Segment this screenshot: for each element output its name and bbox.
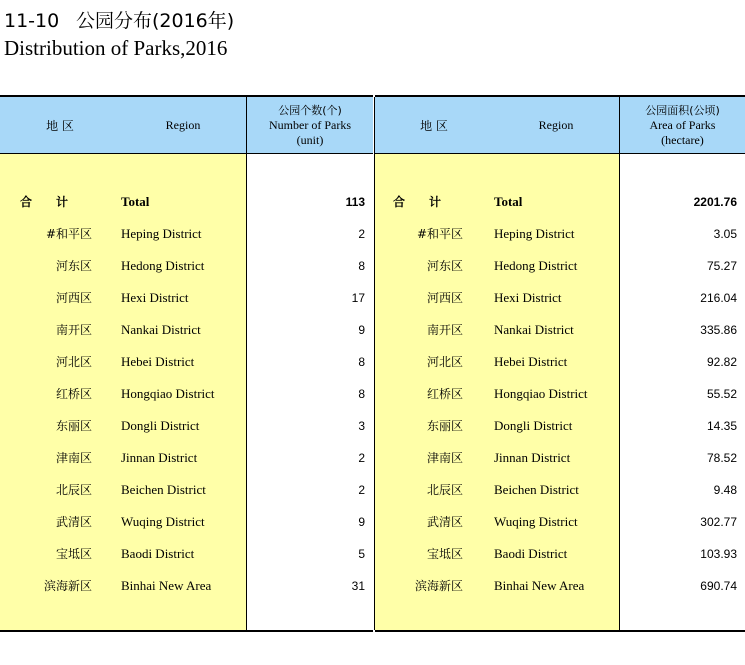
parks-area-value: 216.04 <box>700 291 737 305</box>
parks-area-value: 75.27 <box>706 259 737 273</box>
table-row <box>0 506 373 538</box>
region-name-en: Nankai District <box>121 322 201 337</box>
region-name-cn: 南开区 <box>426 323 463 337</box>
table-row <box>375 442 745 474</box>
table-row <box>375 378 745 410</box>
region-name-en: Jinnan District <box>494 450 571 465</box>
table-row <box>375 346 745 378</box>
table-row <box>375 506 745 538</box>
table-row <box>0 218 373 250</box>
total-row <box>375 186 745 218</box>
region-name-cn: 河东区 <box>426 259 463 273</box>
parks-area-value: 78.52 <box>706 451 737 465</box>
region-name-en: Baodi District <box>121 546 195 561</box>
parks-area-value: 9.48 <box>713 483 737 497</box>
table-row <box>0 570 373 602</box>
header-region-en: Region <box>538 117 574 132</box>
parks-area-value: 92.82 <box>706 355 737 369</box>
table-row <box>0 250 373 282</box>
region-name-cn: 滨海新区 <box>43 579 92 593</box>
header-value-unit: (hectare) <box>661 132 704 147</box>
table-row <box>0 442 373 474</box>
region-name-en: Wuqing District <box>494 514 578 529</box>
table-row <box>0 314 373 346</box>
region-name-en: Beichen District <box>121 482 206 497</box>
region-name-cn: 津南区 <box>55 451 92 465</box>
parks-count-value: 8 <box>358 387 365 401</box>
table-row <box>375 538 745 570</box>
table-row <box>375 474 745 506</box>
region-name-cn: 合 计 <box>20 195 69 209</box>
region-name-en: Binhai New Area <box>121 578 212 593</box>
parks-count-value: 8 <box>358 259 365 273</box>
header-parks-count <box>247 97 373 153</box>
parks-area-value: 103.93 <box>700 547 737 561</box>
parks-count-value: 9 <box>358 323 365 337</box>
region-name-cn: 红桥区 <box>426 387 463 401</box>
parks-count-value: 113 <box>345 195 365 209</box>
parks-count-value: 5 <box>358 547 365 561</box>
region-name-en: Jinnan District <box>121 450 198 465</box>
parks-count-value: 31 <box>351 579 365 593</box>
region-name-cn: 河北区 <box>55 355 92 369</box>
region-name-cn: #和平区 <box>416 227 463 241</box>
table-row <box>375 410 745 442</box>
region-name-en: Hongqiao District <box>494 386 588 401</box>
header-region-cn: 地 区 <box>420 118 448 133</box>
parks-area-table <box>375 95 745 632</box>
region-name-en: Hexi District <box>121 290 189 305</box>
table-body <box>375 154 745 630</box>
region-name-cn: 北辰区 <box>55 483 92 497</box>
region-name-cn: 东丽区 <box>426 419 463 433</box>
table-row <box>0 282 373 314</box>
region-name-en: Wuqing District <box>121 514 205 529</box>
header-value-cn: 公园个数(个) <box>278 103 342 117</box>
page-title-english: Distribution of Parks,2016 <box>4 36 228 60</box>
region-name-cn: 北辰区 <box>426 483 463 497</box>
region-name-cn: 合 计 <box>393 195 442 209</box>
parks-area-value: 3.05 <box>713 227 737 241</box>
region-name-cn: 东丽区 <box>55 419 92 433</box>
region-name-en: Hongqiao District <box>121 386 215 401</box>
header-parks-area <box>620 97 745 153</box>
region-name-cn: 河西区 <box>55 291 92 305</box>
table-row <box>375 250 745 282</box>
region-name-en: Baodi District <box>494 546 568 561</box>
total-row <box>0 186 373 218</box>
region-name-cn: 宝坻区 <box>426 547 463 561</box>
header-region-cn: 地 区 <box>46 118 74 133</box>
region-name-en: Heping District <box>494 226 575 241</box>
parks-count-value: 2 <box>358 451 365 465</box>
region-name-en: Total <box>494 194 523 209</box>
table-row <box>0 410 373 442</box>
title-chinese-text: 公园分布(2016年) <box>76 10 235 32</box>
region-name-en: Hebei District <box>121 354 195 369</box>
parks-area-value: 335.86 <box>700 323 737 337</box>
header-region-en: Region <box>165 117 201 132</box>
table-row <box>375 314 745 346</box>
parks-area-value: 14.35 <box>706 419 737 433</box>
region-name-en: Dongli District <box>121 418 200 433</box>
region-name-cn: 河东区 <box>55 259 92 273</box>
region-name-en: Dongli District <box>494 418 573 433</box>
parks-area-value: 302.77 <box>700 515 737 529</box>
parks-count-value: 3 <box>358 419 365 433</box>
header-value-en: Number of Parks <box>269 117 351 132</box>
parks-count-value: 2 <box>358 227 365 241</box>
region-name-en: Nankai District <box>494 322 574 337</box>
region-name-en: Total <box>121 194 150 209</box>
region-name-en: Beichen District <box>494 482 579 497</box>
region-name-cn: 河西区 <box>426 291 463 305</box>
table-number: 11-10 <box>4 10 60 32</box>
parks-area-value: 55.52 <box>706 387 737 401</box>
region-name-cn: 武清区 <box>55 515 92 529</box>
region-name-en: Heping District <box>121 226 202 241</box>
region-name-en: Hexi District <box>494 290 562 305</box>
table-row <box>375 218 745 250</box>
header-value-unit: (unit) <box>296 132 324 147</box>
region-name-en: Hedong District <box>121 258 205 273</box>
region-name-cn: 河北区 <box>426 355 463 369</box>
parks-count-value: 9 <box>358 515 365 529</box>
region-name-cn: 津南区 <box>426 451 463 465</box>
table-body <box>0 154 373 630</box>
parks-area-value: 2201.76 <box>693 195 737 209</box>
header-value-en: Area of Parks <box>649 117 716 132</box>
region-name-en: Binhai New Area <box>494 578 585 593</box>
parks-count-table <box>0 95 373 632</box>
region-name-cn: 滨海新区 <box>414 579 463 593</box>
region-name-cn: #和平区 <box>45 227 92 241</box>
table-row <box>0 378 373 410</box>
region-name-cn: 南开区 <box>55 323 92 337</box>
parks-count-value: 2 <box>358 483 365 497</box>
region-name-cn: 红桥区 <box>55 387 92 401</box>
table-row <box>375 282 745 314</box>
table-row <box>0 538 373 570</box>
parks-area-value: 690.74 <box>700 579 737 593</box>
parks-count-value: 17 <box>351 291 365 305</box>
region-name-en: Hebei District <box>494 354 568 369</box>
region-name-cn: 宝坻区 <box>55 547 92 561</box>
table-row <box>0 474 373 506</box>
header-value-cn: 公园面积(公顷) <box>645 103 720 117</box>
region-name-cn: 武清区 <box>426 515 463 529</box>
parks-count-value: 8 <box>358 355 365 369</box>
region-name-en: Hedong District <box>494 258 578 273</box>
page-title-chinese <box>4 6 234 33</box>
table-row <box>375 570 745 602</box>
table-row <box>0 346 373 378</box>
